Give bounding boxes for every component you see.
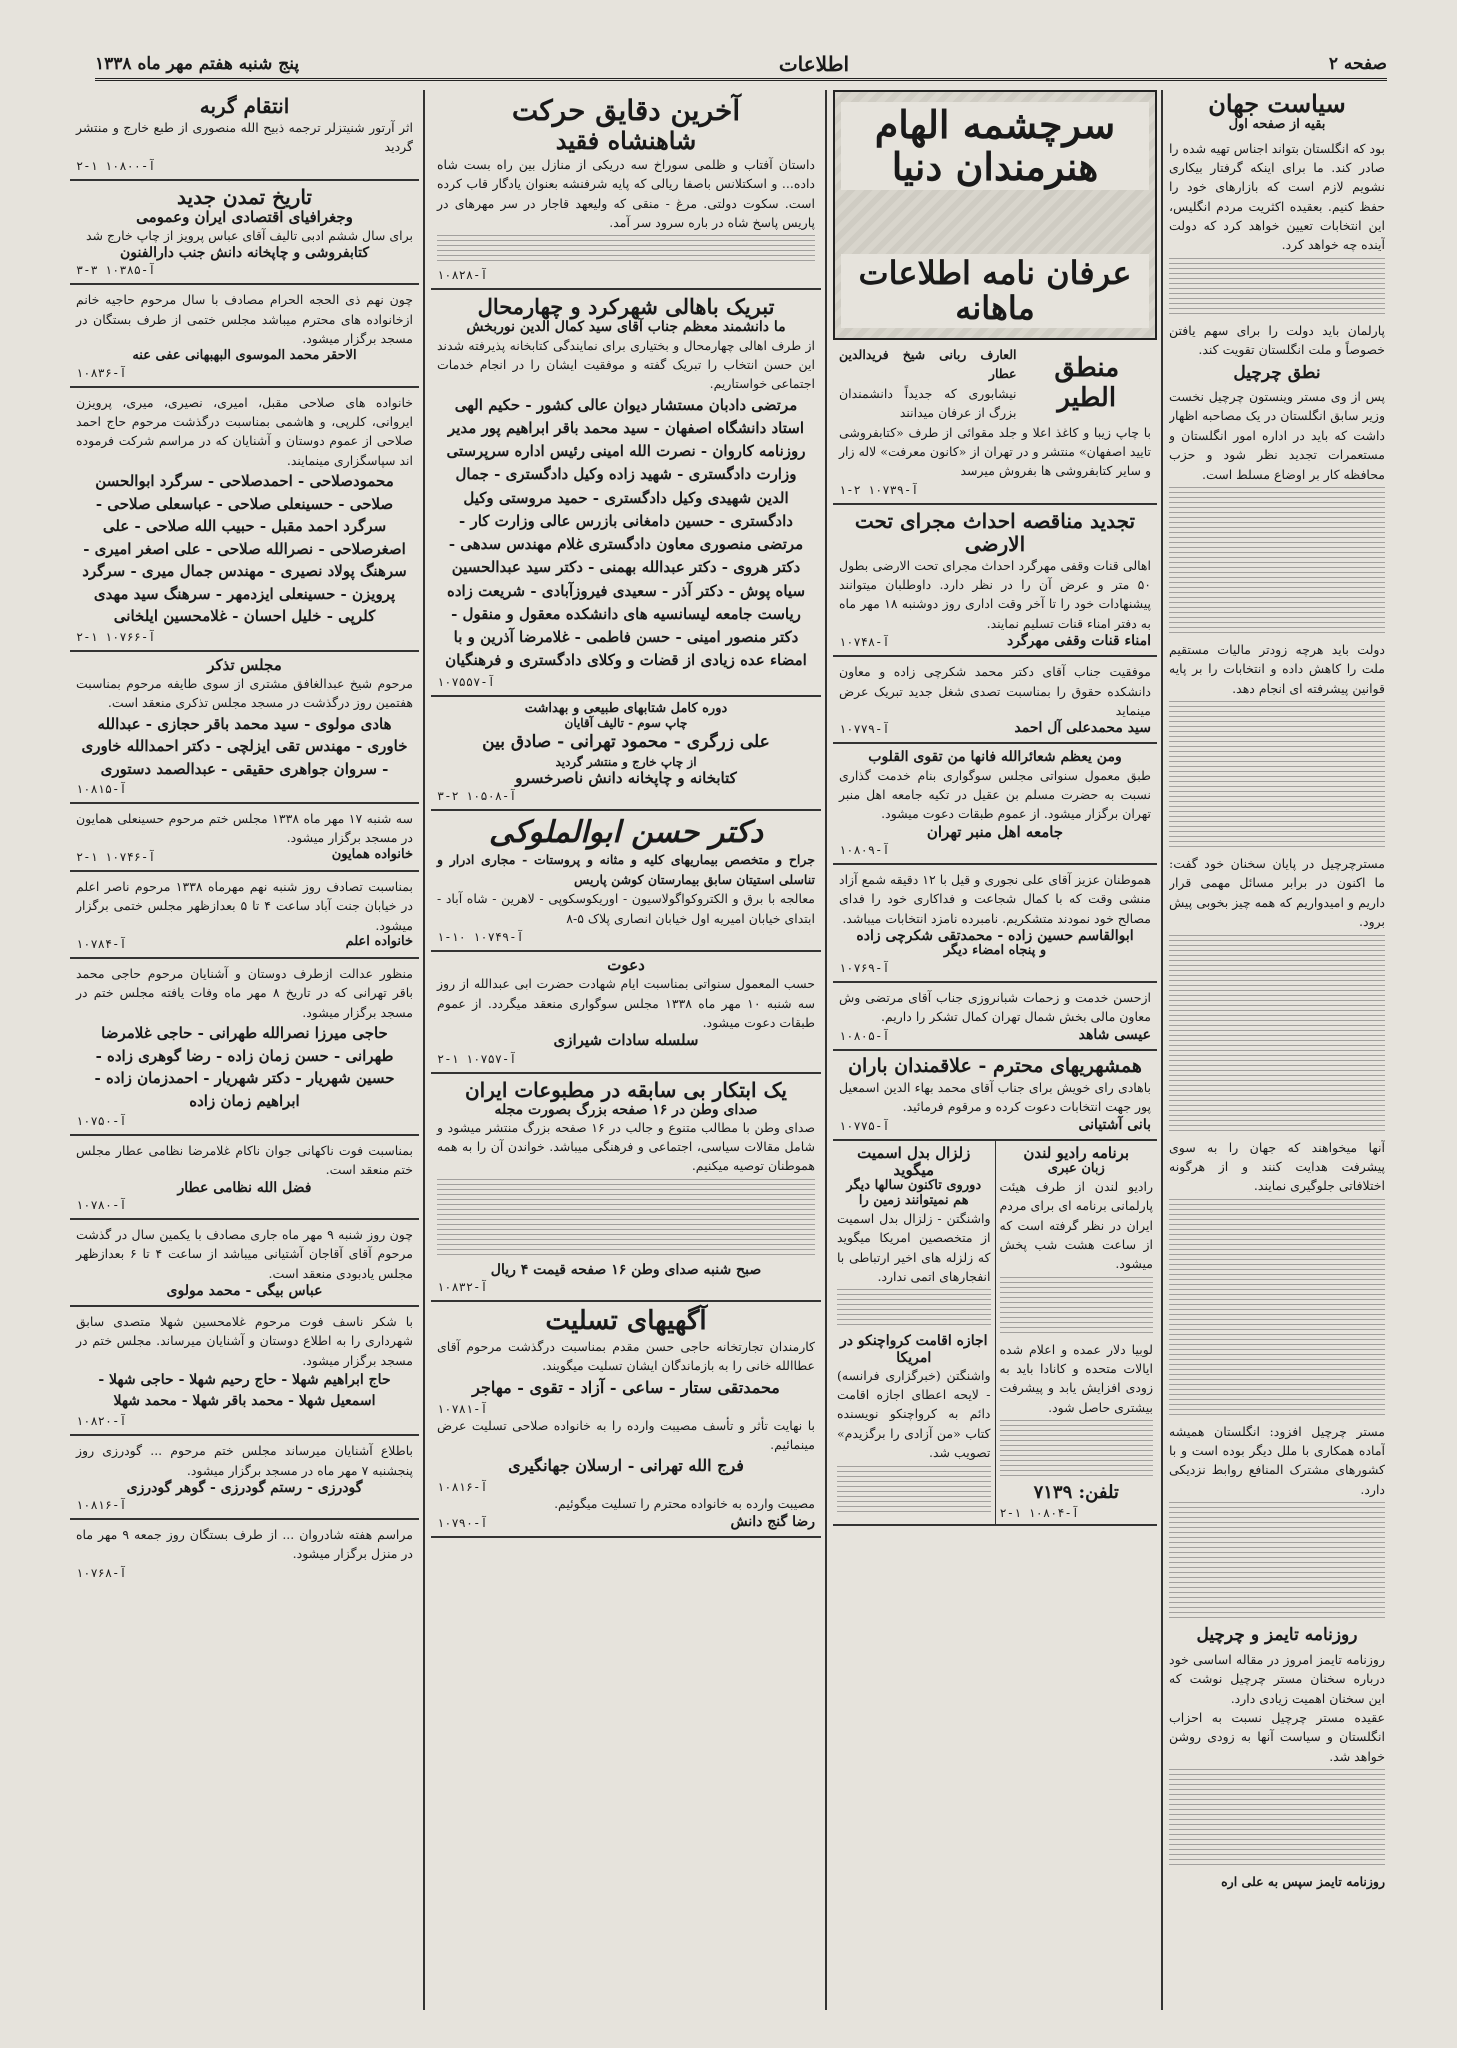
ad-aalam xyxy=(70,872,419,959)
ad-names: هادی مولوی - سید محمد باقر حجازی - عبدالله خاوری - مهندس تقی ایزلچی - دکتر احمدالله خاوری - سروان جواهری حقیقی - عبدالصمد دستوری xyxy=(81,714,408,778)
ad-author: العارف ربانی شیخ فریدالدین عطار xyxy=(839,347,1017,382)
ad-title: تجدید مناقصه احداث مجرای تحت الارضی xyxy=(854,508,1136,556)
ad-title: همشهریهای محترم - علاقمندان باران xyxy=(848,1054,1142,1077)
ad-ref: ۲-۱ ۱۰۷۵۷-آ xyxy=(437,1051,517,1066)
ad-signature: سید محمدعلی آل احمد xyxy=(1014,720,1151,737)
ad-ref: ۳-۲ ۱۰۵۰۸-آ xyxy=(437,788,517,803)
ad-title: ومن یعظم شعائرالله فانها من تقوی القلوب xyxy=(868,749,1122,766)
ad-ref: ۱۰۷۵۵۷-آ xyxy=(437,674,495,689)
ad-signature: خانواده همایون xyxy=(331,846,413,862)
ad-names: گودرزی - رستم گودرزی - گوهر گودرزی xyxy=(126,1479,363,1496)
ad-names: حاج ابراهیم شهلا - حاج رحیم شهلا - حاجی شهلا - اسمعیل شهلا - محمد باقر شهلا - محمد شهلا xyxy=(98,1372,391,1410)
ad-text: برای سال ششم ادبی تالیف آقای عباس پرویز از چاپ خارج شد xyxy=(85,228,413,243)
ad-movlavi xyxy=(70,1220,419,1307)
ad-text: با شکر ناسف فوت مرحوم غلامحسین شهلا متصدی سابق شهرداری را به اطلاع دوستان و آشنایان میرساند. مجلس ختم در مسجد برگزار میشود. xyxy=(76,1314,413,1368)
text-lines xyxy=(437,235,815,265)
ad-tender xyxy=(833,505,1157,658)
ad-attar xyxy=(70,1136,419,1220)
ad-goudarzi xyxy=(70,1436,419,1520)
column-politics xyxy=(1169,90,1385,2010)
article-paragraph: دولت باید هرچه زودتر مالیات مستقیم ملت را کاهش داده و انتخابات را بر پایه قوانین پیشرفته ای انجام دهد. xyxy=(1169,641,1385,696)
column-rule xyxy=(1161,90,1163,2010)
ad-text: بمناسبت فوت ناکهانی جوان ناکام غلامرضا نظامی عطار مجلس ختم منعقد است. xyxy=(76,1143,413,1178)
ad-ref: ۱۰۷۹۰-آ xyxy=(437,1515,488,1530)
ad-signature: عباس بیگی - محمد مولوی xyxy=(166,1283,323,1299)
ad-ref: ۲-۱ ۱۰۷۴۶-آ xyxy=(76,849,156,864)
ad-signature: بانی آشتیانی xyxy=(1078,1116,1151,1133)
text-lines xyxy=(1169,1502,1385,1622)
article-paragraph: پس از وی مستر وینستون چرچیل نخست وزیر سابق انگلستان در یک مصاحبه اظهار داشت که باید در اداره امور انگلستان و مستعمرات تجدید نظر شود و حزب محافظه کار بر اوضاع مسلط است. xyxy=(1169,389,1385,482)
page-number: صفحه ۲ xyxy=(1328,54,1387,74)
ad-ref: ۱۰۸۰۹-آ xyxy=(839,842,890,857)
ad-text: کارمندان تجارتخانه حاجی حسن مقدم بمناسبت درگذشت مرحوم آقای عطاالله خانی را به بازماندگان ایشان تسلیت میگویند. xyxy=(437,1338,815,1374)
column-rule xyxy=(423,90,425,2010)
ad-shahla xyxy=(70,1307,419,1436)
text-lines xyxy=(1169,487,1385,637)
ad-ref: ۱۰۷۷۵-آ xyxy=(839,1118,890,1133)
ad-ref: ۱۰۸۱۵-آ xyxy=(76,782,127,797)
news-title: اجازه اقامت کرواچنکو در امریکا xyxy=(840,1333,988,1366)
ad-signature: الاحقر محمد الموسوی البهبهانی عفی عنه xyxy=(132,347,357,363)
article-paragraph: روزنامه تایمز امروز در مقاله اساسی خود درباره سخنان مستر چرچیل نوشت که این سخنان اهمیت زیادی دارد. xyxy=(1169,1651,1385,1706)
news-subtitle: زبان عبری xyxy=(1047,1160,1105,1176)
ad-text: منظور عدالت ازطرف دوستان و آشنایان مرحوم حاجی محمد باقر تهرانی که در تاریخ ۸ مهر ماه وفات یافته مجلس ختم در مسجد برگزار میشود. xyxy=(76,965,413,1020)
text-lines xyxy=(1000,1277,1154,1337)
ad-ref: ۱۰۷۶۸-آ xyxy=(76,1565,127,1580)
ad-ref: ۱۰۸۱۶-آ xyxy=(437,1480,488,1495)
ad-signature: فضل الله نظامی عطار xyxy=(177,1179,312,1196)
ad-ref: ۲-۱ ۱۰۷۶۶-آ xyxy=(76,629,156,644)
ad-signature: و پنجاه امضاء دیگر xyxy=(943,943,1047,959)
ad-majles xyxy=(70,652,419,805)
ad-title: دعوت xyxy=(607,955,645,974)
ad-names: محمدتقی ستار - ساعی - آزاد - تقوی - مهاجر xyxy=(472,1377,780,1397)
ad-signature: عیسی شاهد xyxy=(1078,1026,1151,1043)
ad-sedaye-vatan xyxy=(431,1074,821,1302)
ad-thanks-2 xyxy=(833,983,1157,1051)
ad-signature: جامعه اهل منبر تهران xyxy=(926,822,1064,841)
article-paragraph: مسترچرچیل در پایان سخنان خود گفت: ما اکنون در برابر مسائل مهمی قرار داریم و امیدواریم که همه چیز بخوبی پیش برود. xyxy=(1169,856,1385,930)
column-rule xyxy=(825,90,827,2010)
ad-ref: ۱۰۸۳۲-آ xyxy=(437,1279,488,1294)
ad-title: تبریک باهالی شهرکرد و چهارمحال xyxy=(477,294,775,320)
ad-salahi xyxy=(70,388,419,652)
ad-ref: ۱۰۸۲۰-آ xyxy=(76,1414,127,1429)
ad-condolences xyxy=(431,1302,821,1538)
ad-title: مجلس تذکر xyxy=(207,655,282,674)
news-subtitle: دوروی تاکنون سالها دیگر هم نمیتوانند زمین را xyxy=(846,1178,982,1209)
ad-text: خانواده های صلاحی مقبل، امیری، نصیری، میری، پرویزن ایروانی، کلرپی، و هاشمی بمناسبت درگذشت مرحوم حاج احمد صلاحی از عموم دوستان و آشنایان که در مراسم شرکت فرموده اند سپاسگزاری مینمایند. xyxy=(76,394,413,468)
ad-address: معالجه با برق و الکتروکواگولاسیون - اوریکوسکوپی - لاهرین - شاه آباد - ابتدای خیابان امیریه اول خیابان انصاری پلاک ۵-۸ xyxy=(437,891,815,926)
article-subtitle: شاهنشاه فقید xyxy=(555,126,697,156)
ad-mantiq xyxy=(833,340,1157,505)
issue-date: پنج شنبه هفتم مهر ماه ۱۳۳۸ xyxy=(95,54,300,74)
ad-subtitle: ما دانشمند معظم جناب آقای سید کمال الدین نوربخش xyxy=(466,319,786,336)
ad-ref: ۲-۱ ۱۰۸۰۴-آ xyxy=(999,1505,1079,1520)
ad-shop: کتابخانه و چاپخانه دانش ناصرخسرو xyxy=(515,768,737,787)
ad-congrats xyxy=(833,657,1157,744)
ad-signature: سلسله سادات شیرازی xyxy=(553,1031,699,1050)
phone-number: تلفن: ۷۱۳۹ xyxy=(1033,1482,1119,1504)
ad-text: حسب المعمول سنواتی بمناسبت ایام شهادت حضرت ابی عبدالله از روز سه شنبه ۱۰ مهر ماه ۱۳۳۸ مجلس سوگواری منعقد میگردد. از عموم طبقات دعوت میشود. xyxy=(437,976,816,1030)
ad-citizens xyxy=(833,1051,1157,1141)
article-paragraph: بود که انگلستان بتواند اجناس تهیه شده را صادر کند. ما برای اینکه گرفتار بیکاری نشویم لازم است که بازارهای خود را حفظ کنیم. بعقیده اکثریت مردم انگلیس، این انتخابات تعیین خواهد کرد که دولت آینده چه خواهد کرد. xyxy=(1169,140,1385,253)
ad-ref: ۱۰۸۱۶-آ xyxy=(76,1498,127,1513)
column-ads-center-right xyxy=(833,90,1157,2010)
ad-ref: ۱۰۸۰۵-آ xyxy=(839,1028,890,1043)
ad-subtitle: چاپ سوم - تالیف آقایان xyxy=(564,715,688,730)
article-title: سیاست جهان xyxy=(1208,90,1346,118)
ad-footer: صبح شنبه صدای وطن ۱۶ صفحه قیمت ۴ ریال xyxy=(490,1261,762,1278)
news-text: واشنگتن (خبرگزاری فرانسه) - لایحه اعطای اجازه اقامت دائم به کرواچنکو نویسنده کتاب «من آزادی را برگزیدم» تصویب شد. xyxy=(837,1367,991,1461)
ad-text: باطلاع آشنایان میرساند مجلس ختم مرحوم ... گودرزی روز پنجشنبه ۷ مهر ماه در مسجد برگزار میشود. xyxy=(76,1443,413,1478)
ad-title: منطق الطیر xyxy=(1054,352,1120,413)
section-heading: نطق چرچیل xyxy=(1233,362,1321,383)
ad-text: بمناسبت تصادف روز شنبه نهم مهرماه ۱۳۳۸ مرحوم ناصر اعلم در خیابان جنت آباد ساعت ۴ تا ۵ بعدازظهر مجلس ختمی برگزار میشود. xyxy=(76,878,413,933)
news-text: رادیو لندن از طرف هیئت پارلمانی برنامه ای برای مردم ایران در نظر گرفته است که از ساعت هشت شب پخش میشود. xyxy=(999,1178,1153,1272)
ad-history-book xyxy=(70,181,419,286)
ad-ref: ۱-۲ ۱۰۷۳۹-آ xyxy=(839,482,919,497)
text-lines xyxy=(837,1466,991,1516)
section-heading: روزنامه تایمز و چرچیل xyxy=(1196,1625,1358,1646)
article-text: داستان آفتاب و ظلمی سوراخ سه دریکی از منازل بین راه بست شاه داده... و اسکتلانس باصفا ریالی که پایه شرفنشه بعنوان یادگار قاب کرده است. سکوت دولتی. مرغ - منقی که ولیعهد قاجار در سر مهرهای در پاریس پاسخ شاه در باره سرود سر آمد. xyxy=(437,156,815,230)
article-paragraph: عقیده مستر چرچیل نسبت به احزاب انگلستان و سیاست آنها به زودی روشن خواهد شد. xyxy=(1169,1709,1385,1764)
column-ads-left xyxy=(70,90,419,2010)
ad-text: با نهایت تأثر و تأسف مصیبت وارده را به خانواده صلاحی تسلیت عرض مینمائیم. xyxy=(437,1417,815,1452)
ad-congrats-shahrekord xyxy=(431,290,821,696)
ad-subtitle: وجغرافیای اقتصادی ایران وعمومی xyxy=(136,207,353,226)
ad-doctor xyxy=(431,811,821,952)
text-lines xyxy=(837,1289,991,1329)
text-lines xyxy=(437,1179,815,1259)
ad-mourning xyxy=(833,744,1157,864)
ad-ref: ۲-۱ ۱۰۸۰۰-آ xyxy=(76,158,156,173)
news-radio xyxy=(995,1141,1158,1524)
ad-ref: ۱۰۸۳۶-آ xyxy=(76,365,127,380)
ad-text: اهالی قنات وقفی مهرگرد احداث مجرای تحت الارضی بطول ۵۰ متر و عرض آن را در نظر دارد. داوطلبان میتوانند پیشنهادات خود را تا آخر وقت اداری روز دوشنبه ۱۸ مهر ماه به دفتر امناء قنات تسلیم نمایند. xyxy=(839,557,1151,631)
article-footer: روزنامه تایمز سپس به علی اره xyxy=(1221,1874,1385,1889)
news-text: لوبیا دلار عمده و اعلام شده ایالات متحده و کانادا باید به زودی افزایش یابد و پیشرفت بیشتری حاصل شود. xyxy=(999,1341,1153,1415)
article-paragraph: آنها میخواهند که جهان را به سوی پیشرفت هدایت کنند و از هرگونه اختلافاتی جلوگیری نمایند. xyxy=(1169,1139,1385,1194)
ad-text: با چاپ زیبا و کاغذ اعلا و جلد مقوائی از طرف «کتابفروشی تایید اصفهان» منتشر و در تهران از «کانون معرفت» لاله زار و سایر کتابفروشی ها بفروش میرسد xyxy=(839,424,1151,479)
ad-text: اثر آرتور شنیتزلر ترجمه ذبیح الله منصوری از طبع خارج و منتشر گردید xyxy=(76,120,413,155)
article-title: آخرین دقایق حرکت xyxy=(511,94,741,127)
article-paragraph: مستر چرچیل افزود: انگلستان همیشه آماده همکاری با ملل دیگر بوده است و با کشورهای مشترک المنافع روابط نزدیکی دارد. xyxy=(1169,1423,1385,1497)
masthead xyxy=(95,50,1387,81)
ad-text: چون روز شنبه ۹ مهر ماه جاری مصادف با یکمین سال در گذشت مرحوم آقای آقاجان آشتیانی میباشد از ساعت ۴ تا ۶ بعدازظهر مجلس یادبودی منعقد است. xyxy=(76,1226,413,1281)
news-split xyxy=(833,1141,1157,1526)
article-paragraph: پارلمان باید دولت را برای سهم یافتن خصوصاً و ملت انگلستان تقویت کند. xyxy=(1169,322,1385,358)
text-lines xyxy=(1169,701,1385,851)
banner-subtitle: عرفان نامه اطلاعات ماهانه xyxy=(841,254,1149,328)
ad-title: انتقام گربه xyxy=(199,94,290,118)
news-text: واشنگتن - زلزال بدل اسمیت از متخصصین امریکا میگوید که زلزله های اخیر ارتباطی با انفجارهای اتمی ندارد. xyxy=(837,1210,991,1285)
ad-text: مرحوم شیخ عبدالغافق مشتری از سوی طایفه مرحوم بمناسبت هفتمین روز درگذشت در مسجد مجلس تذکری منعقد است. xyxy=(76,675,413,711)
ad-thanks xyxy=(833,865,1157,983)
ad-signature: خانواده اعلم xyxy=(345,933,413,949)
ad-ref: ۱۰۷۴۸-آ xyxy=(839,635,890,650)
ad-text: نیشابوری که جدیداً دانشمندان بزرگ از عرفان میدانند xyxy=(839,385,1017,421)
ad-khalvati xyxy=(70,1520,419,1586)
ad-text: مصیبت وارده به خانواده محترم را تسلیت میگوئیم. xyxy=(554,1496,815,1512)
ad-ref: ۳-۳ ۱۰۳۸۵-آ xyxy=(76,263,156,278)
ad-ref: ۱۰۷۶۹-آ xyxy=(839,961,890,976)
text-lines xyxy=(1169,1769,1385,1869)
ad-text: از چاپ خارج و منتشر گردید xyxy=(555,754,697,769)
ad-names: حاجی میرزا نصرالله طهرانی - حاجی غلامرضا طهرانی - حسن زمان زاده - رضا گوهری زاده - حسین شهریار - دکتر شهریار - احمدزمان زاده - ابراهیم زمان زاده xyxy=(94,1024,395,1110)
ad-signature: رضا گنج دانش xyxy=(730,1513,815,1530)
ad-names: محمودصلاحی - احمدصلاحی - سرگرد ابوالحسن صلاحی - حسینعلی صلاحی - عباسعلی صلاحی - سرگرد احمد مقبل - حبیب الله صلاحی - علی اصغرصلاحی - نصرالله صلاحی - علی اصغر امیری - سرهنگ پولاد نصیری - مهندس جمال میری - سرگرد پرویزن - حسینعلی ایزدمهر - سرهنگ سید مهدی کلرپی - خلیل احسان - غلامحسین ایلخانی xyxy=(82,472,407,626)
ad-tehrani xyxy=(70,959,419,1136)
ad-text: سه شنبه ۱۷ مهر ماه ۱۳۳۸ مجلس ختم مرحوم حسینعلی همایون در مسجد برگزار میشود. xyxy=(76,811,414,846)
ad-subtitle: صدای وطن در ۱۶ صفحه بزرگ بصورت مجله xyxy=(494,1101,758,1118)
ad-text: هموطنان عزیز آقای علی نجوری و قیل با ۱۲ دقیقه شمع آزاد منشی وقت که با کمال شجاعت و فداکاری خود را فدای مصالح خود نمودند متشکریم. نامبرده نامزد انتخابات میباشد. xyxy=(839,871,1151,926)
ad-text: باهادی رای خویش برای جناب آقای محمد بهاء الدین اسمعیل پور جهت انتخابات دعوت کرده و مرقوم فرمائید. xyxy=(839,1079,1151,1115)
ad-text: موفقیت جناب آقای دکتر محمد شکرچی زاده و معاون دانشکده حقوق را بمناسبت تصدی شغل جدید تبریک عرض مینماید xyxy=(839,664,1151,718)
paper-name: اطلاعات xyxy=(778,52,850,76)
text-lines xyxy=(1169,1199,1385,1419)
ad-names: علی زرگری - محمود تهرانی - صادق بین xyxy=(482,732,770,753)
ad-shop: کتابفروشی و چاپخانه دانش جنب دارالفنون xyxy=(119,245,370,262)
ad-title: یک ابتکار بی سابقه در مطبوعات ایران xyxy=(464,1077,787,1102)
ad-ref: ۱۰۷۵۰-آ xyxy=(76,1114,127,1129)
ad-homayoun xyxy=(70,804,419,872)
banner-title: سرچشمه الهام هنرمندان دنیا xyxy=(841,102,1149,190)
ad-title: تاریخ تمدن جدید xyxy=(177,184,312,209)
article-subtitle: بقیه از صفحه اول xyxy=(1228,116,1326,132)
ad-signature: امناء قنات وقفی مهرگرد xyxy=(1007,633,1151,650)
news-title: برنامه رادیو لندن xyxy=(1023,1143,1130,1162)
ad-text: مراسم هفته شادروان ... از طرف بستگان روز جمعه ۹ مهر ماه در منزل برگزار میشود. xyxy=(76,1527,413,1562)
text-lines xyxy=(1169,935,1385,1135)
ad-ref: ۱۰۷۸۴-آ xyxy=(76,936,127,951)
ad-ref: ۱۰۸۲۸-آ xyxy=(437,268,488,283)
ad-ref: ۱-۱۰ ۱۰۷۴۹-آ xyxy=(437,929,524,944)
monthly-magazine-banner xyxy=(833,90,1157,340)
ad-book xyxy=(431,697,821,811)
ad-text: چون نهم ذی الحجه الحرام مصادف با سال مرحوم حاجیه خانم ازخانواده های محترم میباشد مجلس ختمی از طرف بستگان در مسجد برگزار میشود. xyxy=(76,292,413,347)
text-lines xyxy=(1000,1420,1154,1480)
ad-names: فرج الله تهرانی - ارسلان جهانگیری xyxy=(508,1456,744,1476)
ad-names: مرتضی دادبان مستشار دیوان عالی کشور - حکیم الهی استاد دانشگاه اصفهان - سید محمد باقر ابراهیم پور مدیر روزنامه کاروان - نصرت الله امینی رئیس اداره سرپرستی وزارت دادگستری - شهید زاده وکیل دادگستری - جمال الدین شهیدی وکیل دادگستری - حمید مروستی وکیل دادگستری - حسین دامغانی بازرس عالی وزارت کار - مرتضی منصوری معاون دادگستری غلام مهندس سدهی - دکتر هروی - دکتر عبدالله بهمنی - دکتر سید عبدالحسین سیاه پوش - دکتر آذر - سعیدی فیروزآبادی - شریعت زاده ریاست جامعه لیسانسیه های دانشکده معقول و منقول - دکتر منصور امینی - حسن فاطمی - غلامرضا آذرین و با امضاء عده زیادی از قضات و وکلای دادگستری و فرهنگیان xyxy=(445,395,807,670)
ad-text: از طرف اهالی چهارمحال و بختیاری برای نمایندگی کتابخانه پذیرفته شدند این حسن انتخاب را تبریک گفته و موفقیت ایشان را در انجام خدمات اجتماعی خواستاریم. xyxy=(437,337,815,392)
ad-text: صدای وطن با مطالب متنوع و جالب در ۱۶ صفحه بزرگ منتشر میشود و شامل مقالات سیاسی، اجتماعی و فرهنگی میباشد. خواندن آن را به همه هموطنان توصیه میکنیم. xyxy=(437,1119,815,1174)
ad-ref: ۱۰۷۸۰-آ xyxy=(76,1197,127,1212)
ad-cat-revenge xyxy=(70,90,419,181)
ad-text: ازحسن خدمت و زحمات شبانروزی جناب آقای مرتضی وش معاون مالی بخش شمال تهران کمال تشکر را داریم. xyxy=(839,990,1151,1025)
ad-mourning-mousavi xyxy=(70,285,419,387)
ad-invitation xyxy=(431,952,821,1074)
ad-ref: ۱۰۷۷۹-آ xyxy=(839,722,890,737)
news-title: زلزال بدل اسمیت میگوید xyxy=(857,1143,971,1179)
ad-title: دکتر حسن ابوالملوکی xyxy=(489,814,763,850)
column-ads-center-left xyxy=(431,90,821,2010)
ad-title: دوره کامل شتابهای طبیعی و بهداشت xyxy=(524,700,728,716)
news-quake xyxy=(833,1141,995,1524)
ad-signature: ابوالقاسم حسین زاده - محمدتقی شکرچی زاده xyxy=(856,928,1134,945)
ad-title: آگهیهای تسلیت xyxy=(545,1305,707,1336)
ad-text: جراح و متخصص بیماریهای کلیه و مثانه و پروستات - مجاری ادرار و تناسلی استیتان سابق بیمارستان کوشن پاریس xyxy=(437,852,815,887)
ad-ref: ۱۰۷۸۱-آ xyxy=(437,1401,488,1416)
article-shah xyxy=(431,90,821,290)
text-lines xyxy=(1169,258,1385,318)
ad-text: طبق معمول سنواتی مجلس سوگواری بنام خدمت گذاری نسبت به حضرت مسلم بن عقیل در تکیه جامعه اهل منبر تهران برگزار میشود. از عموم طبقات دعوت میشود. xyxy=(839,767,1151,822)
